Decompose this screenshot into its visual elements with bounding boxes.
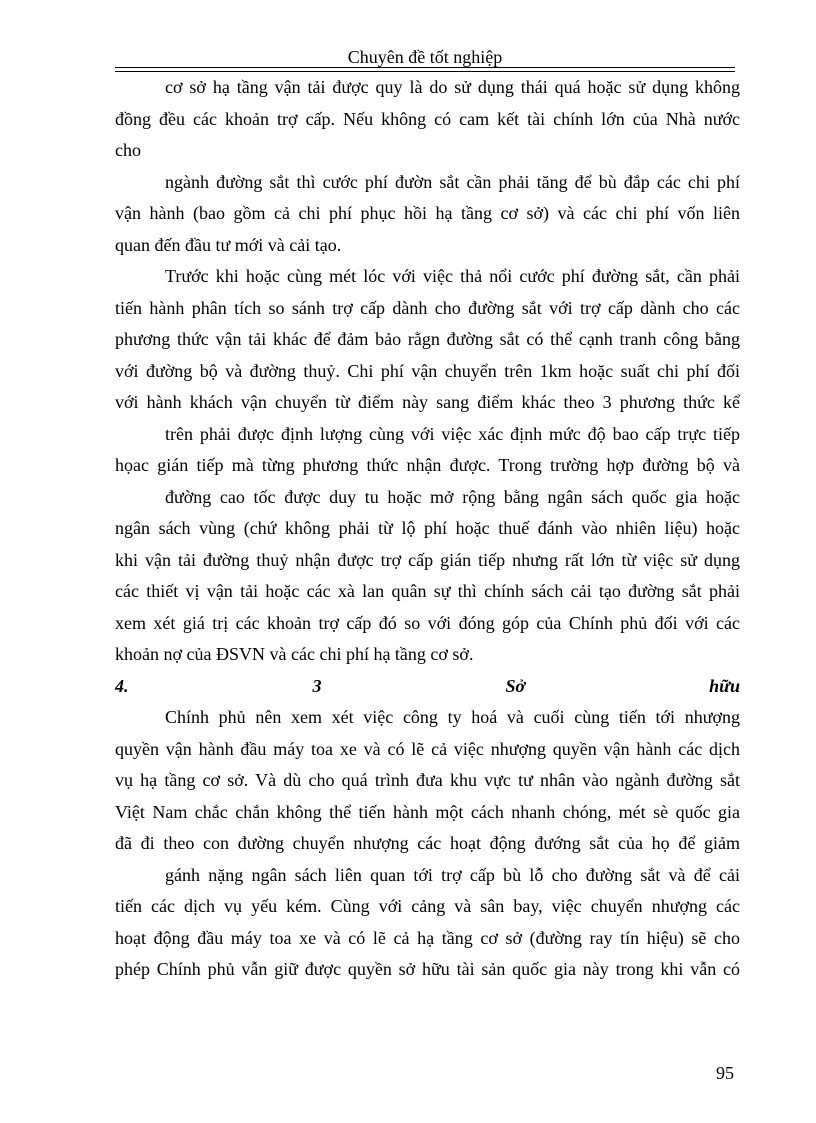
text-line: Chính phủ nên xem xét việc công ty hoá và cuối cùng tiến tới nhượng bbox=[165, 707, 740, 727]
section-title-word: hữu bbox=[709, 675, 740, 696]
text-line: quan đến đầu tư mới và cải tạo. bbox=[115, 234, 342, 255]
text-line: đồng đều các khoản trợ cấp. Nếu không có cam kết tài chính lớn của Nhà nước bbox=[115, 108, 740, 129]
text-line: họac gián tiếp mà từng phương thức nhận được. Trong trường hợp đường bộ và bbox=[115, 455, 740, 475]
section-subnumber: 3 bbox=[312, 675, 322, 696]
text-line: các thiết vị vận tải hoặc các xà lan quân sự thì chính sách cải tạo đường sắt phải bbox=[115, 581, 740, 601]
text-line: xem xét giá trị các khoản trợ cấp đó so với đóng góp của Chính phủ đối với các bbox=[115, 612, 740, 633]
text-line: vận hành (bao gồm cả chi phí phục hồi hạ tầng cơ sở) và các chi phí vốn liên bbox=[115, 203, 740, 223]
body-text bbox=[115, 72, 740, 986]
text-line: với đường bộ và đường thuỷ. Chi phí vận chuyển trên 1km hoặc suất chi phí đối bbox=[115, 360, 740, 381]
text-line: tiến hành phân tích so sánh trợ cấp dành cho đường sắt với trợ cấp dành cho các bbox=[115, 297, 740, 318]
text-line: cho bbox=[115, 140, 141, 160]
text-line: Việt Nam chắc chắn không thể tiến hành một cách nhanh chóng, mét sè quốc gia bbox=[115, 801, 740, 822]
text-line: trên phải được định lượng cùng với việc xác định mức độ bao cấp trực tiếp bbox=[165, 423, 740, 444]
text-line: cơ sở hạ tầng vận tải được quy là do sử dụng thái quá hoặc sử dụng không bbox=[165, 77, 740, 97]
running-header: Chuyên đề tốt nghiệp bbox=[347, 47, 503, 67]
text-line: vụ hạ tầng cơ sở. Và dù cho quá trình đưa khu vực tư nhân vào ngành đường sắt bbox=[115, 770, 740, 790]
header-rule-thick bbox=[115, 67, 735, 68]
text-line: ngành đường sắt thì cước phí đườn sắt cần phải tăng để bù đắp các chi phí bbox=[165, 171, 740, 192]
section-title-word: Sở bbox=[505, 675, 526, 696]
text-line: hoạt động đầu máy toa xe và có lẽ cả hạ tầng cơ sở (đường ray tín hiệu) sẽ cho bbox=[115, 927, 740, 948]
section-number: 4. bbox=[115, 675, 129, 696]
text-line: Trước khi hoặc cùng mét lóc với việc thả nổi cước phí đường sắt, cần phải bbox=[165, 266, 740, 286]
text-line: đã đi theo con đường chuyển nhượng các hoạt động đướng sắt của họ để giảm bbox=[115, 833, 740, 853]
text-line: khoản nợ của ĐSVN và các chi phí hạ tầng cơ sở. bbox=[115, 644, 474, 664]
text-line: khi vận tải đường thuỷ nhận được trợ cấp gián tiếp nhưng rất lớn từ việc sử dụng bbox=[115, 549, 740, 570]
text-line: tiến các dịch vụ yếu kém. Cùng với cảng và sân bay, việc chuyển nhượng các bbox=[115, 896, 740, 916]
page-number: 95 bbox=[716, 1063, 734, 1083]
text-line: đường cao tốc được duy tu hoặc mở rộng bằng ngân sách quốc gia hoặc bbox=[165, 486, 740, 507]
text-line: phép Chính phủ vẫn giữ được quyền sở hữu tài sản quốc gia này trong khi vẫn có bbox=[115, 959, 740, 979]
text-line: gánh nặng ngân sách liên quan tới trợ cấp bù lỗ cho đường sắt và để cải bbox=[165, 864, 740, 885]
section-heading bbox=[115, 671, 740, 703]
text-line: với hành khách vận chuyển từ điểm này sang điểm khác theo 3 phương thức kể bbox=[115, 392, 740, 412]
text-line: ngân sách vùng (chứ không phải từ lộ phí hoặc thuế đánh vào nhiên liệu) hoặc bbox=[115, 518, 740, 538]
text-line: phương thức vận tải khác để đảm bảo rằgn đường sắt có thể cạnh tranh công bằng bbox=[115, 329, 740, 349]
text-line: quyền vận hành đầu máy toa xe và có lẽ cả việc nhượng quyền vận hành các dịch bbox=[115, 738, 740, 759]
